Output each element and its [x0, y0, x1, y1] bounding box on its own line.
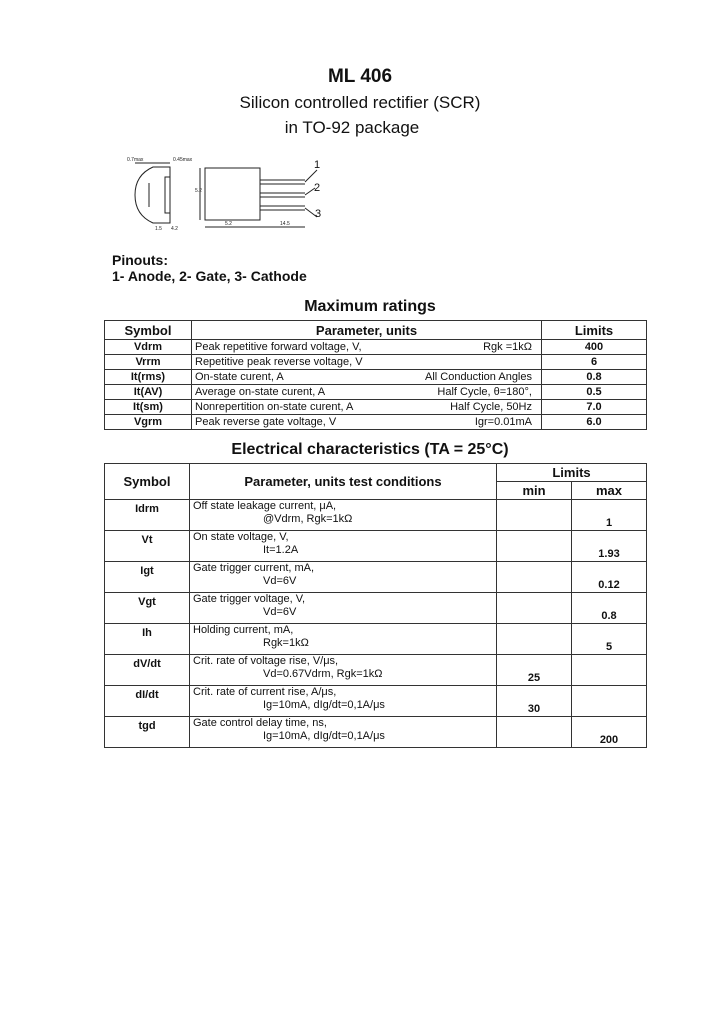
elec-char-title: Electrical characteristics (TA = 25°C) — [231, 441, 509, 458]
table-row — [105, 562, 647, 593]
min-cell — [497, 717, 572, 748]
parameter-text: On state voltage, V, — [193, 531, 289, 543]
limit-cell: 400 — [542, 340, 647, 355]
col-symbol: Symbol — [105, 321, 192, 340]
condition-text: Vd=0.67Vdrm, Rgk=1kΩ — [263, 668, 383, 680]
table-row — [105, 370, 647, 385]
parameter-cell — [190, 531, 497, 562]
parameter-cell — [192, 400, 542, 415]
parameter-cell — [192, 340, 542, 355]
parameter-text: Crit. rate of voltage rise, V/μs, — [193, 655, 339, 667]
parameter-cell — [190, 717, 497, 748]
pinouts-heading: Pinouts: — [112, 252, 168, 268]
symbol-cell: It(rms) — [105, 370, 192, 385]
min-cell: 25 — [497, 655, 572, 686]
dim-text: 5.2 — [195, 188, 202, 194]
parameter-text: Average on-state curent, A — [195, 386, 326, 398]
min-cell — [497, 531, 572, 562]
col-parameter: Parameter, units test conditions — [190, 464, 497, 500]
pin1-pointer — [305, 170, 317, 182]
max-ratings-table — [104, 320, 647, 430]
parameter-text: Gate trigger voltage, V, — [193, 593, 306, 605]
table-row — [105, 385, 647, 400]
symbol-cell: Vt — [105, 531, 190, 562]
part-number: ML 406 — [327, 66, 393, 87]
table-row — [105, 355, 647, 370]
condition-text: Rgk=1kΩ — [263, 637, 309, 649]
symbol-cell: Vdrm — [105, 340, 192, 355]
limit-cell: 0.8 — [542, 370, 647, 385]
parameter-text: Holding current, mA, — [193, 624, 294, 636]
symbol-cell: Igt — [105, 562, 190, 593]
parameter-cell — [190, 624, 497, 655]
parameter-text: Repetitive peak reverse voltage, V — [195, 356, 363, 368]
col-max: max — [572, 482, 647, 500]
parameter-cell — [192, 370, 542, 385]
symbol-cell: Vgt — [105, 593, 190, 624]
condition-text: Igr=0.01mA — [474, 416, 532, 428]
table-row — [105, 624, 647, 655]
dim-text: 1.5 — [155, 226, 162, 232]
max-cell: 0.12 — [572, 562, 647, 593]
parameter-text: On-state curent, A — [195, 371, 284, 383]
pin-number: 1 — [314, 159, 321, 171]
limit-cell: 6 — [542, 355, 647, 370]
table-row — [105, 500, 647, 531]
max-cell — [572, 686, 647, 717]
pin-number: 3 — [315, 208, 322, 220]
table-row — [105, 655, 647, 686]
max-cell — [572, 655, 647, 686]
parameter-cell — [192, 355, 542, 370]
max-cell: 1 — [572, 500, 647, 531]
min-cell — [497, 624, 572, 655]
table-row — [105, 340, 647, 355]
symbol-cell: tgd — [105, 717, 190, 748]
pinouts-list: 1- Anode, 2- Gate, 3- Cathode — [112, 268, 307, 284]
condition-text: Half Cycle, 50Hz — [450, 401, 532, 413]
table-row — [105, 531, 647, 562]
condition-text: All Conduction Angles — [424, 371, 532, 383]
limit-cell: 0.5 — [542, 385, 647, 400]
symbol-cell: It(sm) — [105, 400, 192, 415]
condition-text: Vd=6V — [263, 575, 297, 587]
parameter-cell — [192, 385, 542, 400]
table-row — [105, 415, 647, 430]
limit-cell: 7.0 — [542, 400, 647, 415]
min-cell — [497, 593, 572, 624]
dim-text: 0.45max — [173, 157, 193, 163]
col-limits: Limits — [542, 321, 647, 340]
max-cell: 1.93 — [572, 531, 647, 562]
condition-text: Vd=6V — [263, 606, 297, 618]
condition-text: Ig=10mA, dIg/dt=0,1A/μs — [263, 699, 385, 711]
table-row — [105, 593, 647, 624]
symbol-cell: Vrrm — [105, 355, 192, 370]
max-cell: 0.8 — [572, 593, 647, 624]
max-cell: 200 — [572, 717, 647, 748]
parameter-text: Crit. rate of current rise, A/μs, — [193, 686, 337, 698]
parameter-cell — [190, 655, 497, 686]
symbol-cell: Vgrm — [105, 415, 192, 430]
package-line: in TO-92 package — [284, 118, 420, 137]
table-row — [105, 717, 647, 748]
package-outline-drawing — [125, 155, 335, 235]
parameter-cell — [190, 562, 497, 593]
dim-text: 4.2 — [171, 226, 178, 232]
dim-text: 5.2 — [225, 221, 232, 227]
symbol-cell: It(AV) — [105, 385, 192, 400]
table-row — [105, 686, 647, 717]
symbol-cell: Idrm — [105, 500, 190, 531]
package-flat-face — [165, 177, 170, 213]
parameter-text: Gate trigger current, mA, — [193, 562, 315, 574]
col-limits: Limits — [497, 464, 647, 482]
parameter-cell — [192, 415, 542, 430]
symbol-cell: dV/dt — [105, 655, 190, 686]
symbol-cell: Ih — [105, 624, 190, 655]
package-side-view — [205, 168, 260, 220]
max-ratings-title: Maximum ratings — [304, 298, 436, 315]
parameter-cell — [190, 500, 497, 531]
max-cell: 5 — [572, 624, 647, 655]
col-parameter: Parameter, units — [192, 321, 542, 340]
col-symbol: Symbol — [105, 464, 190, 500]
limit-cell: 6.0 — [542, 415, 647, 430]
condition-text: Rgk =1kΩ — [483, 341, 532, 353]
symbol-cell: dI/dt — [105, 686, 190, 717]
min-cell: 30 — [497, 686, 572, 717]
min-cell — [497, 500, 572, 531]
parameter-text: Off state leakage current, μA, — [193, 500, 337, 512]
parameter-text: Peak reverse gate voltage, V — [195, 416, 337, 428]
min-cell — [497, 562, 572, 593]
parameter-text: Nonrepertition on-state curent, A — [195, 401, 354, 413]
dim-text: 14.5 — [280, 221, 290, 227]
parameter-cell — [190, 686, 497, 717]
elec-char-table — [104, 463, 647, 748]
table-row — [105, 400, 647, 415]
parameter-cell — [190, 593, 497, 624]
condition-text: It=1.2A — [263, 544, 299, 556]
part-description: Silicon controlled rectifier (SCR) — [239, 93, 481, 112]
parameter-text: Gate control delay time, ns, — [193, 717, 327, 729]
parameter-text: Peak repetitive forward voltage, V, — [195, 341, 362, 353]
col-min: min — [497, 482, 572, 500]
condition-text: @Vdrm, Rgk=1kΩ — [263, 513, 353, 525]
dim-text: 0.7max — [127, 157, 144, 163]
pin-number: 2 — [314, 182, 321, 194]
condition-text: Ig=10mA, dIg/dt=0,1A/μs — [263, 730, 385, 742]
condition-text: Half Cycle, θ=180°, — [437, 386, 532, 398]
